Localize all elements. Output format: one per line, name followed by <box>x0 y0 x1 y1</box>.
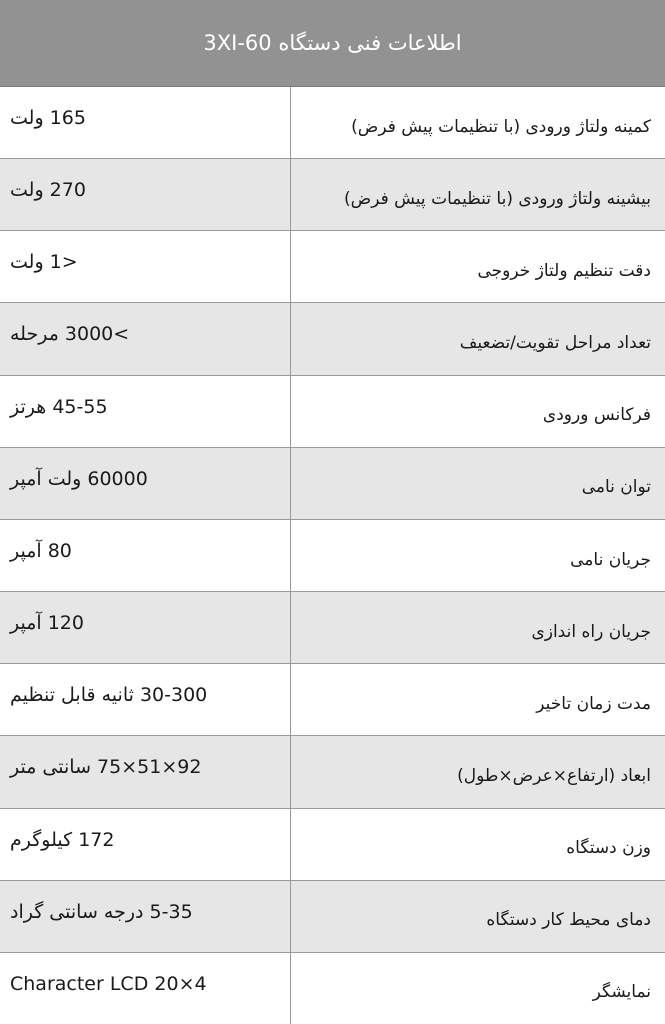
table-row <box>0 303 665 375</box>
table-row <box>0 664 665 736</box>
spec-value: 4×20 Character LCD <box>0 953 291 1024</box>
spec-label: دقت تنظیم ولتاژ خروجی <box>477 260 651 281</box>
spec-value: 120 آمپر <box>0 592 291 663</box>
spec-label: توان نامی <box>581 477 651 498</box>
spec-value: 30-300 ثانیه قابل تنظیم <box>0 664 291 735</box>
table-row <box>0 448 665 520</box>
spec-value: 172 کیلوگرم <box>0 809 291 880</box>
spec-value: 270 ولت <box>0 159 291 230</box>
spec-label: نمایشگر <box>592 982 651 1003</box>
spec-label: دمای محیط کار دستگاه <box>486 910 651 931</box>
spec-value: 165 ولت <box>0 87 291 158</box>
table-header <box>0 0 665 87</box>
table-row <box>0 881 665 953</box>
spec-label: بیشینه ولتاژ ورودی (با تنظیمات پیش فرض) <box>344 188 651 209</box>
table-row <box>0 592 665 664</box>
spec-label: فرکانس ورودی <box>542 405 651 426</box>
table-body <box>0 87 665 1024</box>
table-row <box>0 231 665 303</box>
spec-label: کمینه ولتاژ ورودی (با تنظیمات پیش فرض) <box>351 116 651 137</box>
table-row <box>0 87 665 159</box>
table-row <box>0 376 665 448</box>
table-row <box>0 520 665 592</box>
spec-value: 45-55 هرتز <box>0 376 291 447</box>
spec-value: 5-35 درجه سانتی گراد <box>0 881 291 952</box>
table-title: اطلاعات فنی دستگاه 3XI-60 <box>203 31 462 55</box>
spec-label: مدت زمان تاخیر <box>536 693 651 714</box>
spec-label: ابعاد (ارتفاع×عرض×طول) <box>457 765 651 786</box>
spec-value: <1 ولت <box>0 231 291 302</box>
table-row <box>0 953 665 1024</box>
spec-value: 60000 ولت آمپر <box>0 448 291 519</box>
table-row <box>0 159 665 231</box>
spec-label: تعداد مراحل تقویت/تضعیف <box>459 333 651 354</box>
spec-value: >3000 مرحله <box>0 303 291 374</box>
spec-label: جریان نامی <box>570 549 651 570</box>
table-row <box>0 736 665 808</box>
spec-value: 80 آمپر <box>0 520 291 591</box>
table-row <box>0 809 665 881</box>
spec-label: جریان راه اندازی <box>531 621 651 642</box>
spec-label: وزن دستگاه <box>566 838 651 859</box>
spec-value: 92×51×75 سانتی متر <box>0 736 291 807</box>
